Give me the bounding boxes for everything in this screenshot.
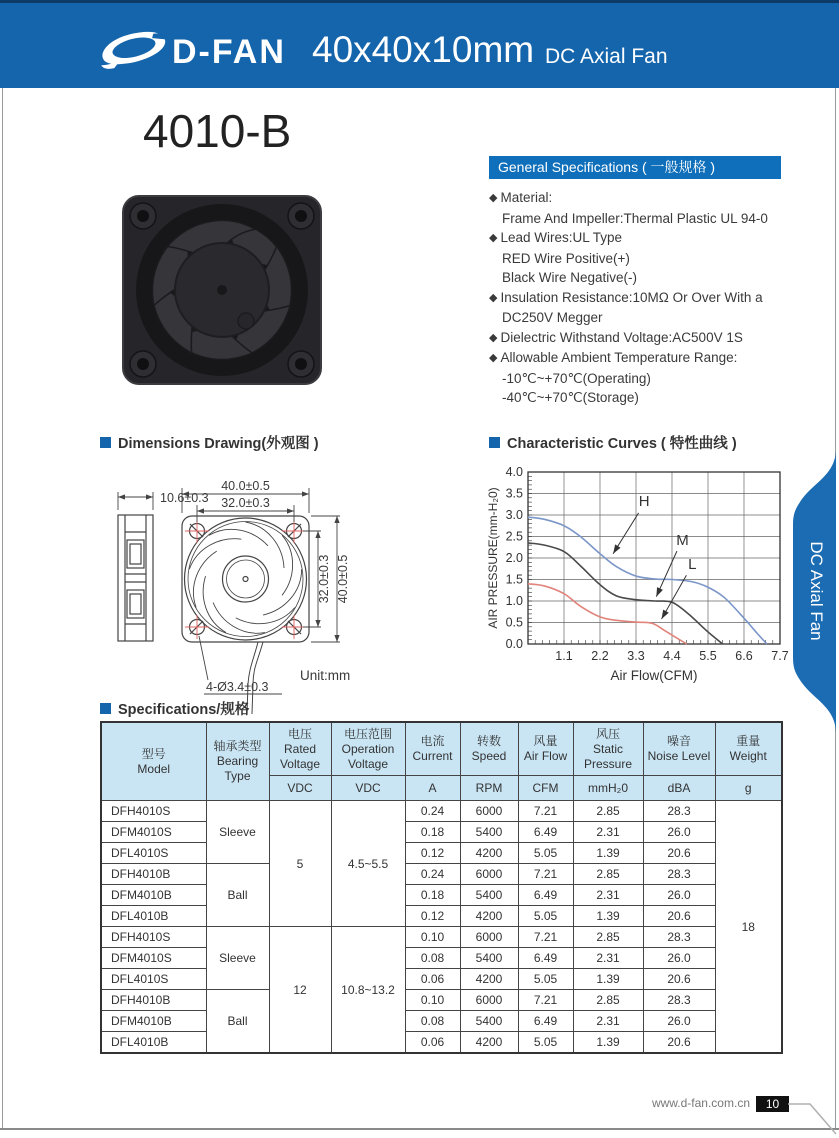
table-cell: 7.21 xyxy=(518,864,573,885)
table-cell: 5.05 xyxy=(518,1032,573,1054)
table-cell: 20.6 xyxy=(643,843,715,864)
spec-item: RED Wire Positive(+) xyxy=(502,250,630,266)
curves-section-title: Characteristic Curves ( 特性曲线 ) xyxy=(489,432,737,453)
table-cell: Sleeve xyxy=(206,927,269,990)
table-row xyxy=(101,1032,782,1054)
blue-square-icon xyxy=(100,703,111,714)
table-cell: 0.18 xyxy=(405,885,460,906)
table-row xyxy=(101,990,782,1011)
table-cell: 26.0 xyxy=(643,1011,715,1032)
column-header: 风压 Static Pressure xyxy=(573,722,643,776)
column-header: 电流 Current xyxy=(405,722,460,776)
spec-item: -10℃~+70℃(Operating) xyxy=(502,370,651,386)
table-row xyxy=(101,843,782,864)
table-cell: 10.8~13.2 xyxy=(331,927,405,1054)
table-cell: 0.12 xyxy=(405,843,460,864)
table-cell: 2.85 xyxy=(573,927,643,948)
table-cell: 5400 xyxy=(460,822,518,843)
unit-label: Unit:mm xyxy=(300,668,351,683)
page-number-badge: 10 xyxy=(756,1096,789,1112)
column-header: 重量 Weight xyxy=(715,722,782,776)
table-cell: 0.24 xyxy=(405,801,460,822)
column-header: 风量 Air Flow xyxy=(518,722,573,776)
x-tick-label: 7.7 xyxy=(771,649,789,663)
table-cell: 12 xyxy=(269,927,331,1054)
table-cell: 6.49 xyxy=(518,1011,573,1032)
table-cell: 0.08 xyxy=(405,948,460,969)
y-tick-label: 0.5 xyxy=(505,615,523,630)
table-cell: DFM4010B xyxy=(101,1011,206,1032)
dimensions-drawing xyxy=(100,452,475,720)
table-cell: 1.39 xyxy=(573,969,643,990)
y-tick-label: 0.0 xyxy=(505,637,523,651)
spec-item: Frame And Impeller:Thermal Plastic UL 94-0 xyxy=(502,210,768,226)
table-cell: DFM4010S xyxy=(101,948,206,969)
table-cell: 0.10 xyxy=(405,990,460,1011)
table-row xyxy=(101,864,782,885)
table-row xyxy=(101,822,782,843)
table-cell: 0.18 xyxy=(405,822,460,843)
table-cell: DFH4010B xyxy=(101,990,206,1011)
table-cell: 5.05 xyxy=(518,843,573,864)
table-cell: 2.85 xyxy=(573,801,643,822)
table-cell: 2.31 xyxy=(573,885,643,906)
y-tick-label: 1.0 xyxy=(505,594,523,608)
curve-label-M: M xyxy=(676,531,689,549)
unit-header: VDC xyxy=(269,776,331,801)
side-tab-label: DC Axial Fan xyxy=(807,541,826,641)
table-cell: 28.3 xyxy=(643,990,715,1011)
table-cell: DFM4010B xyxy=(101,885,206,906)
table-cell: DFH4010S xyxy=(101,801,206,822)
general-specs-header: General Specifications ( 一般规格 ) xyxy=(489,156,781,179)
page-border-left xyxy=(2,88,3,1129)
table-cell: 1.39 xyxy=(573,1032,643,1054)
table-cell: 4200 xyxy=(460,969,518,990)
column-header: 转数 Speed xyxy=(460,722,518,776)
spec-item: ◆ Allowable Ambient Temperature Range: xyxy=(489,350,738,365)
x-tick-label: 5.5 xyxy=(699,649,717,663)
column-header: 噪音 Noise Level xyxy=(643,722,715,776)
spec-item: Black Wire Negative(-) xyxy=(502,270,638,285)
curve-label-L: L xyxy=(688,556,697,574)
table-cell: 6.49 xyxy=(518,885,573,906)
table-cell: 6000 xyxy=(460,864,518,885)
spec-item: ◆ Dielectric Withstand Voltage:AC500V 1S xyxy=(489,329,743,345)
dfan-logo-icon xyxy=(96,27,170,69)
spec-item: ◆ Lead Wires:UL Type xyxy=(489,230,623,245)
table-cell: 7.21 xyxy=(518,927,573,948)
table-row xyxy=(101,1011,782,1032)
table-cell: 4200 xyxy=(460,906,518,927)
product-title: 4010-B xyxy=(143,105,292,157)
table-row xyxy=(101,948,782,969)
table-cell: 0.24 xyxy=(405,864,460,885)
table-cell: 4200 xyxy=(460,843,518,864)
table-cell: 2.31 xyxy=(573,1011,643,1032)
y-tick-label: 1.5 xyxy=(505,572,523,587)
table-header-row xyxy=(101,722,782,776)
y-tick-label: 2.5 xyxy=(505,529,523,544)
spec-section-title: Specifications/规格 xyxy=(100,698,249,719)
table-cell: 5.05 xyxy=(518,906,573,927)
table-cell: 2.85 xyxy=(573,864,643,885)
table-cell: Ball xyxy=(206,990,269,1054)
footer-url: www.d-fan.com.cn xyxy=(651,1096,750,1110)
table-cell: 18 xyxy=(715,801,782,1054)
dim-height-holes-label: 32.0±0.3 xyxy=(317,554,331,604)
blue-square-icon xyxy=(489,437,500,448)
dim-holes-label: 4-Ø3.4±0.3 xyxy=(206,680,269,694)
dim-height-outer-label: 40.0±0.5 xyxy=(336,554,350,604)
table-cell: 1.39 xyxy=(573,843,643,864)
specifications-table xyxy=(100,721,783,1054)
table-cell: 5.05 xyxy=(518,969,573,990)
table-cell: 20.6 xyxy=(643,969,715,990)
table-cell: 7.21 xyxy=(518,990,573,1011)
column-header: 型号 Model xyxy=(101,722,206,801)
x-tick-label: 6.6 xyxy=(735,649,753,663)
x-tick-label: 2.2 xyxy=(591,649,609,663)
table-cell: 6000 xyxy=(460,990,518,1011)
dimensions-section-title: Dimensions Drawing(外观图 ) xyxy=(100,432,319,453)
table-cell: 28.3 xyxy=(643,927,715,948)
table-cell: Sleeve xyxy=(206,801,269,864)
table-cell: DFH4010B xyxy=(101,864,206,885)
header-subtitle: DC Axial Fan xyxy=(545,45,668,68)
header-title: 40x40x10mm xyxy=(312,29,535,70)
side-tab xyxy=(790,450,836,732)
table-cell: 5400 xyxy=(460,885,518,906)
column-header: 轴承类型 Bearing Type xyxy=(206,722,269,801)
unit-header: RPM xyxy=(460,776,518,801)
table-cell: 4.5~5.5 xyxy=(331,801,405,927)
blue-square-icon xyxy=(100,437,111,448)
table-cell: 2.85 xyxy=(573,990,643,1011)
unit-header: g xyxy=(715,776,782,801)
table-cell: 26.0 xyxy=(643,885,715,906)
table-cell: 20.6 xyxy=(643,906,715,927)
table-cell: 7.21 xyxy=(518,801,573,822)
table-cell: 2.31 xyxy=(573,948,643,969)
y-tick-label: 2.0 xyxy=(505,551,523,565)
table-cell: 5400 xyxy=(460,1011,518,1032)
table-cell: 0.06 xyxy=(405,969,460,990)
table-cell: 6000 xyxy=(460,801,518,822)
general-specs-list xyxy=(489,188,829,408)
table-cell: 0.06 xyxy=(405,1032,460,1054)
table-cell: DFL4010B xyxy=(101,906,206,927)
x-tick-label: 3.3 xyxy=(627,649,645,663)
header-banner xyxy=(0,0,839,88)
table-row xyxy=(101,927,782,948)
table-cell: 20.6 xyxy=(643,1032,715,1054)
table-cell: DFL4010S xyxy=(101,843,206,864)
table-cell: 2.31 xyxy=(573,822,643,843)
dim-width-holes-label: 32.0±0.3 xyxy=(221,496,270,510)
table-cell: 6000 xyxy=(460,927,518,948)
spec-item: -40℃~+70℃(Storage) xyxy=(502,390,639,405)
table-cell: 28.3 xyxy=(643,864,715,885)
table-cell: DFL4010S xyxy=(101,969,206,990)
column-header: 电压 Rated Voltage xyxy=(269,722,331,776)
table-cell: 6.49 xyxy=(518,948,573,969)
table-cell: DFL4010B xyxy=(101,1032,206,1054)
table-cell: 4200 xyxy=(460,1032,518,1054)
fan-product-photo xyxy=(116,188,334,390)
y-axis-label: AIR PRESSURE(mm-H₂0) xyxy=(486,487,500,629)
unit-header: VDC xyxy=(331,776,405,801)
table-row xyxy=(101,969,782,990)
table-cell: DFM4010S xyxy=(101,822,206,843)
dim-depth-label: 10.6±0.3 xyxy=(160,491,209,505)
table-cell: 0.08 xyxy=(405,1011,460,1032)
table-cell: 6.49 xyxy=(518,822,573,843)
table-cell: 0.10 xyxy=(405,927,460,948)
table-row xyxy=(101,801,782,822)
unit-header: dBA xyxy=(643,776,715,801)
dim-width-outer-label: 40.0±0.5 xyxy=(221,479,270,493)
page-border-bottom xyxy=(0,1128,839,1130)
unit-header: A xyxy=(405,776,460,801)
x-tick-label: 4.4 xyxy=(663,649,681,663)
table-cell: 5 xyxy=(269,801,331,927)
table-cell: DFH4010S xyxy=(101,927,206,948)
spec-item: ◆ Material: xyxy=(489,190,553,205)
y-tick-label: 4.0 xyxy=(505,465,523,479)
footer-decoration-line xyxy=(740,1090,839,1138)
y-tick-label: 3.5 xyxy=(505,486,523,501)
table-cell: 0.12 xyxy=(405,906,460,927)
table-cell: 28.3 xyxy=(643,801,715,822)
table-cell: 5400 xyxy=(460,948,518,969)
column-header: 电压范围 Operation Voltage xyxy=(331,722,405,776)
x-axis-label: Air Flow(CFM) xyxy=(610,668,698,683)
table-cell: 26.0 xyxy=(643,948,715,969)
table-row xyxy=(101,885,782,906)
spec-item: DC250V Megger xyxy=(502,310,603,325)
y-tick-label: 3.0 xyxy=(505,508,523,522)
spec-item: ◆ Insulation Resistance:10MΩ Or Over With a xyxy=(489,289,763,305)
curve-label-H: H xyxy=(638,493,650,511)
table-cell: 26.0 xyxy=(643,822,715,843)
brand-name: D-FAN xyxy=(172,33,286,71)
unit-header: CFM xyxy=(518,776,573,801)
table-cell: 1.39 xyxy=(573,906,643,927)
table-row xyxy=(101,906,782,927)
unit-header: mmH₂0 xyxy=(573,776,643,801)
characteristic-curves-chart xyxy=(486,458,790,704)
x-tick-label: 1.1 xyxy=(555,649,573,663)
table-cell: Ball xyxy=(206,864,269,927)
